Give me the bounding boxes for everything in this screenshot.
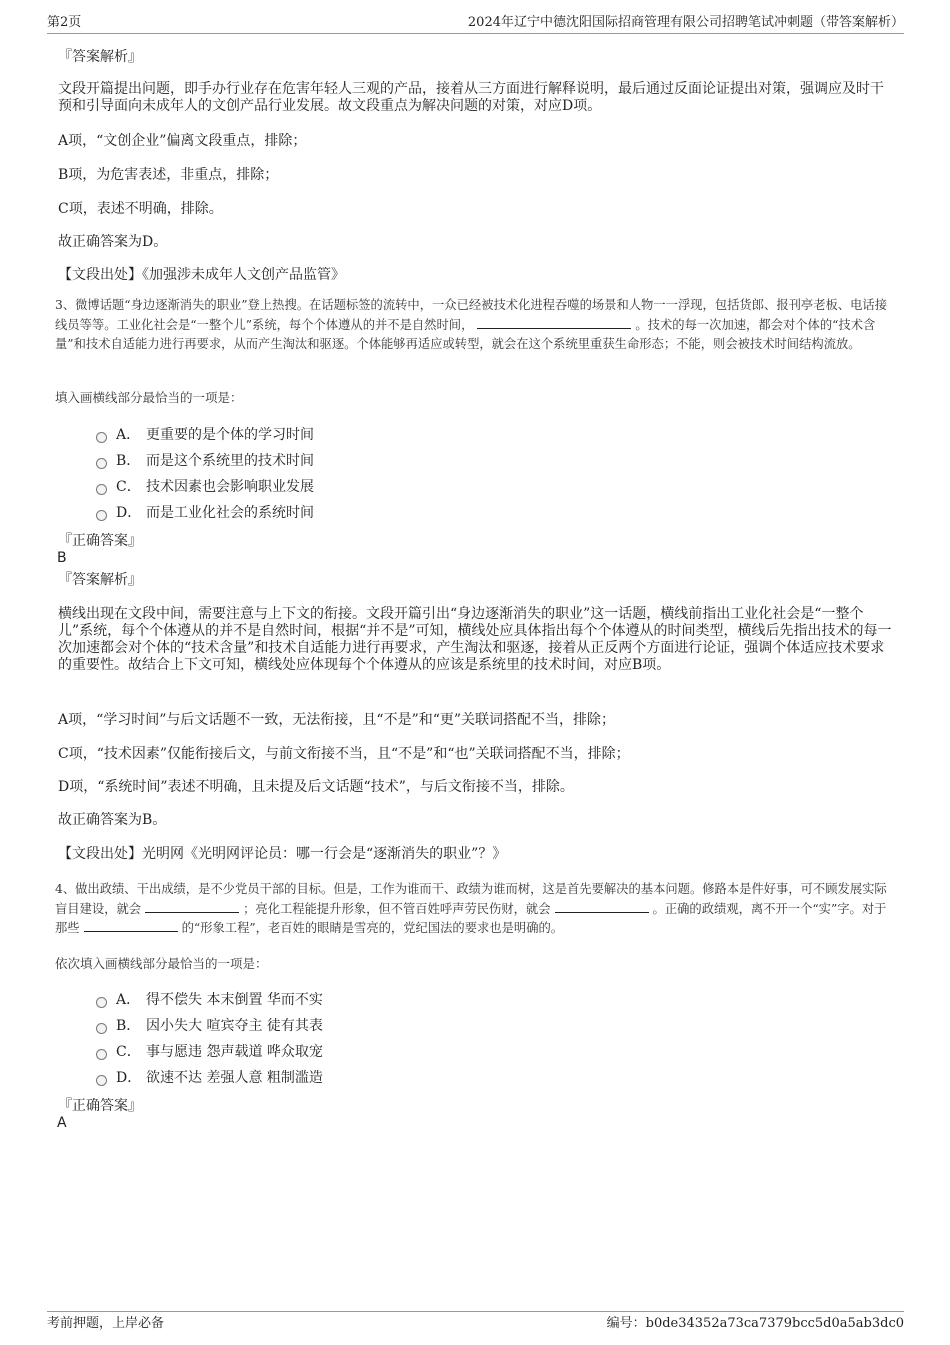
- analysis-text: 文段开篇提出问题，即手办行业存在危害年轻人三观的产品，接着从三方面进行解释说明，最后通过反面论证提出对策，强调应及时干预和引导面向未成年人的文创产品行业发展。故文段重点为解决问题的对策，对应D项。: [58, 81, 884, 114]
- radio-icon[interactable]: [96, 1049, 107, 1060]
- question-3-prompt: 填入画横线部分最恰当的一项是：: [55, 390, 243, 405]
- radio-icon[interactable]: [96, 432, 107, 443]
- radio-icon[interactable]: [96, 997, 107, 1008]
- question-3-option-a[interactable]: A． 更重要的是个体的学习时间: [96, 426, 314, 444]
- passage-source: 【文段出处】《加强涉未成年人文创产品监管》: [58, 267, 345, 283]
- correct-answer: A: [57, 1115, 67, 1131]
- radio-icon[interactable]: [96, 1023, 107, 1034]
- analysis-option-d: D项，“系统时间”表述不明确，且未提及后文话题“技术”，与后文衔接不当，排除。: [58, 779, 574, 795]
- analysis-label: 『答案解析』: [58, 572, 142, 588]
- footer-slogan: 考前押题，上岸必备: [47, 1316, 165, 1331]
- analysis-label: 『答案解析』: [58, 49, 142, 65]
- question-4-option-c[interactable]: C． 事与愿违 怨声载道 哗众取宠: [96, 1043, 323, 1061]
- passage-source: 【文段出处】光明网《光明网评论员：哪一行会是“逐渐消失的职业”？》: [58, 846, 507, 862]
- correct-answer: B: [57, 550, 67, 566]
- question-3-text: 3、微博话题“身边逐渐消失的职业”登上热搜。在话题标签的流转中，一众已经被技术化进程吞噬的场景和人物一一浮现，包括货郎、报刊亭老板、电话接线员等等。工业化社会是“一整个儿”系统，每个个体遵从的并不是自然时间， 。技术的每一次加速，都会对个体的“技术含量”和技术自适能力进行再要求，从而产生淘汰和驱逐。个体能够再适应或转型，就会在这个系统里重获生命形态；不能，则会被技术时间结构流放。: [55, 298, 887, 351]
- question-4-prompt: 依次填入画横线部分最恰当的一项是：: [55, 956, 268, 971]
- page-number: 第2页: [47, 15, 82, 30]
- radio-icon[interactable]: [96, 484, 107, 495]
- analysis-option-c: C项，“技术因素”仅能衔接后文，与前文衔接不当，且“不是”和“也”关联词搭配不当，排除；: [58, 746, 630, 762]
- question-4-option-b[interactable]: B． 因小失大 喧宾夺主 徒有其表: [96, 1017, 323, 1035]
- radio-icon[interactable]: [96, 510, 107, 521]
- radio-icon[interactable]: [96, 1075, 107, 1086]
- blank-line: [84, 919, 178, 932]
- analysis-option-b: B项，为危害表述，非重点，排除；: [58, 167, 279, 183]
- question-3-option-b[interactable]: B． 而是这个系统里的技术时间: [96, 452, 314, 470]
- analysis-option-a: A项，“学习时间”与后文话题不一致，无法衔接，且“不是”和“更”关联词搭配不当，排除；: [58, 712, 616, 728]
- document-title: 2024年辽宁中德沈阳国际招商管理有限公司招聘笔试冲刺题（带答案解析）: [467, 15, 904, 30]
- analysis-option-a: A项，“文创企业”偏离文段重点，排除；: [58, 133, 307, 149]
- correct-answer-label: 『正确答案』: [58, 533, 142, 549]
- document-id: 编号：b0de34352a73ca7379bcc5d0a5ab3dc0: [606, 1316, 904, 1331]
- blank-line: [477, 316, 631, 329]
- question-4-text: 4、做出政绩、干出成绩，是不少党员干部的目标。但是，工作为谁而干、政绩为谁而树，这是首先要解决的基本问题。修路本是件好事，可不顾发展实际盲目建设，就会 ；亮化工程能提升形象，但不管百姓呼声劳民伤财，就会 。正确的政绩观，离不开一个“实”字。对于那些 的“形象工程”，老百姓的眼睛是雪亮的，党纪国法的要求也是明确的。: [55, 882, 887, 935]
- blank-line: [145, 900, 239, 913]
- page-footer: [47, 1311, 904, 1332]
- blank-line: [555, 900, 649, 913]
- correct-answer-label: 『正确答案』: [58, 1098, 142, 1114]
- analysis-conclusion: 故正确答案为B。: [58, 812, 167, 828]
- analysis-conclusion: 故正确答案为D。: [58, 234, 168, 250]
- question-3-option-c[interactable]: C． 技术因素也会影响职业发展: [96, 478, 314, 496]
- analysis-option-c: C项，表述不明确，排除。: [58, 201, 223, 217]
- question-4-option-a[interactable]: A． 得不偿失 本末倒置 华而不实: [96, 991, 323, 1009]
- question-4-option-d[interactable]: D． 欲速不达 差强人意 粗制滥造: [96, 1069, 323, 1087]
- analysis-text: 横线出现在文段中间，需要注意与上下文的衔接。文段开篇引出“身边逐渐消失的职业”这一话题，横线前指出工业化社会是“一整个儿”系统，每个个体遵从的并不是自然时间，根据“并不是”可知，横线处应具体指出每个个体遵从的时间类型，横线后先指出技术的每一次加速都会对个体的“技术含量”和技术自适能力进行再要求，产生淘汰和驱逐，接着从正反两个方面进行论证，强调个体适应技术要求的重要性。故结合上下文可知，横线处应体现每个个体遵从的应该是系统里的技术时间，对应B项。: [58, 606, 892, 673]
- radio-icon[interactable]: [96, 458, 107, 469]
- question-3-option-d[interactable]: D． 而是工业化社会的系统时间: [96, 504, 314, 522]
